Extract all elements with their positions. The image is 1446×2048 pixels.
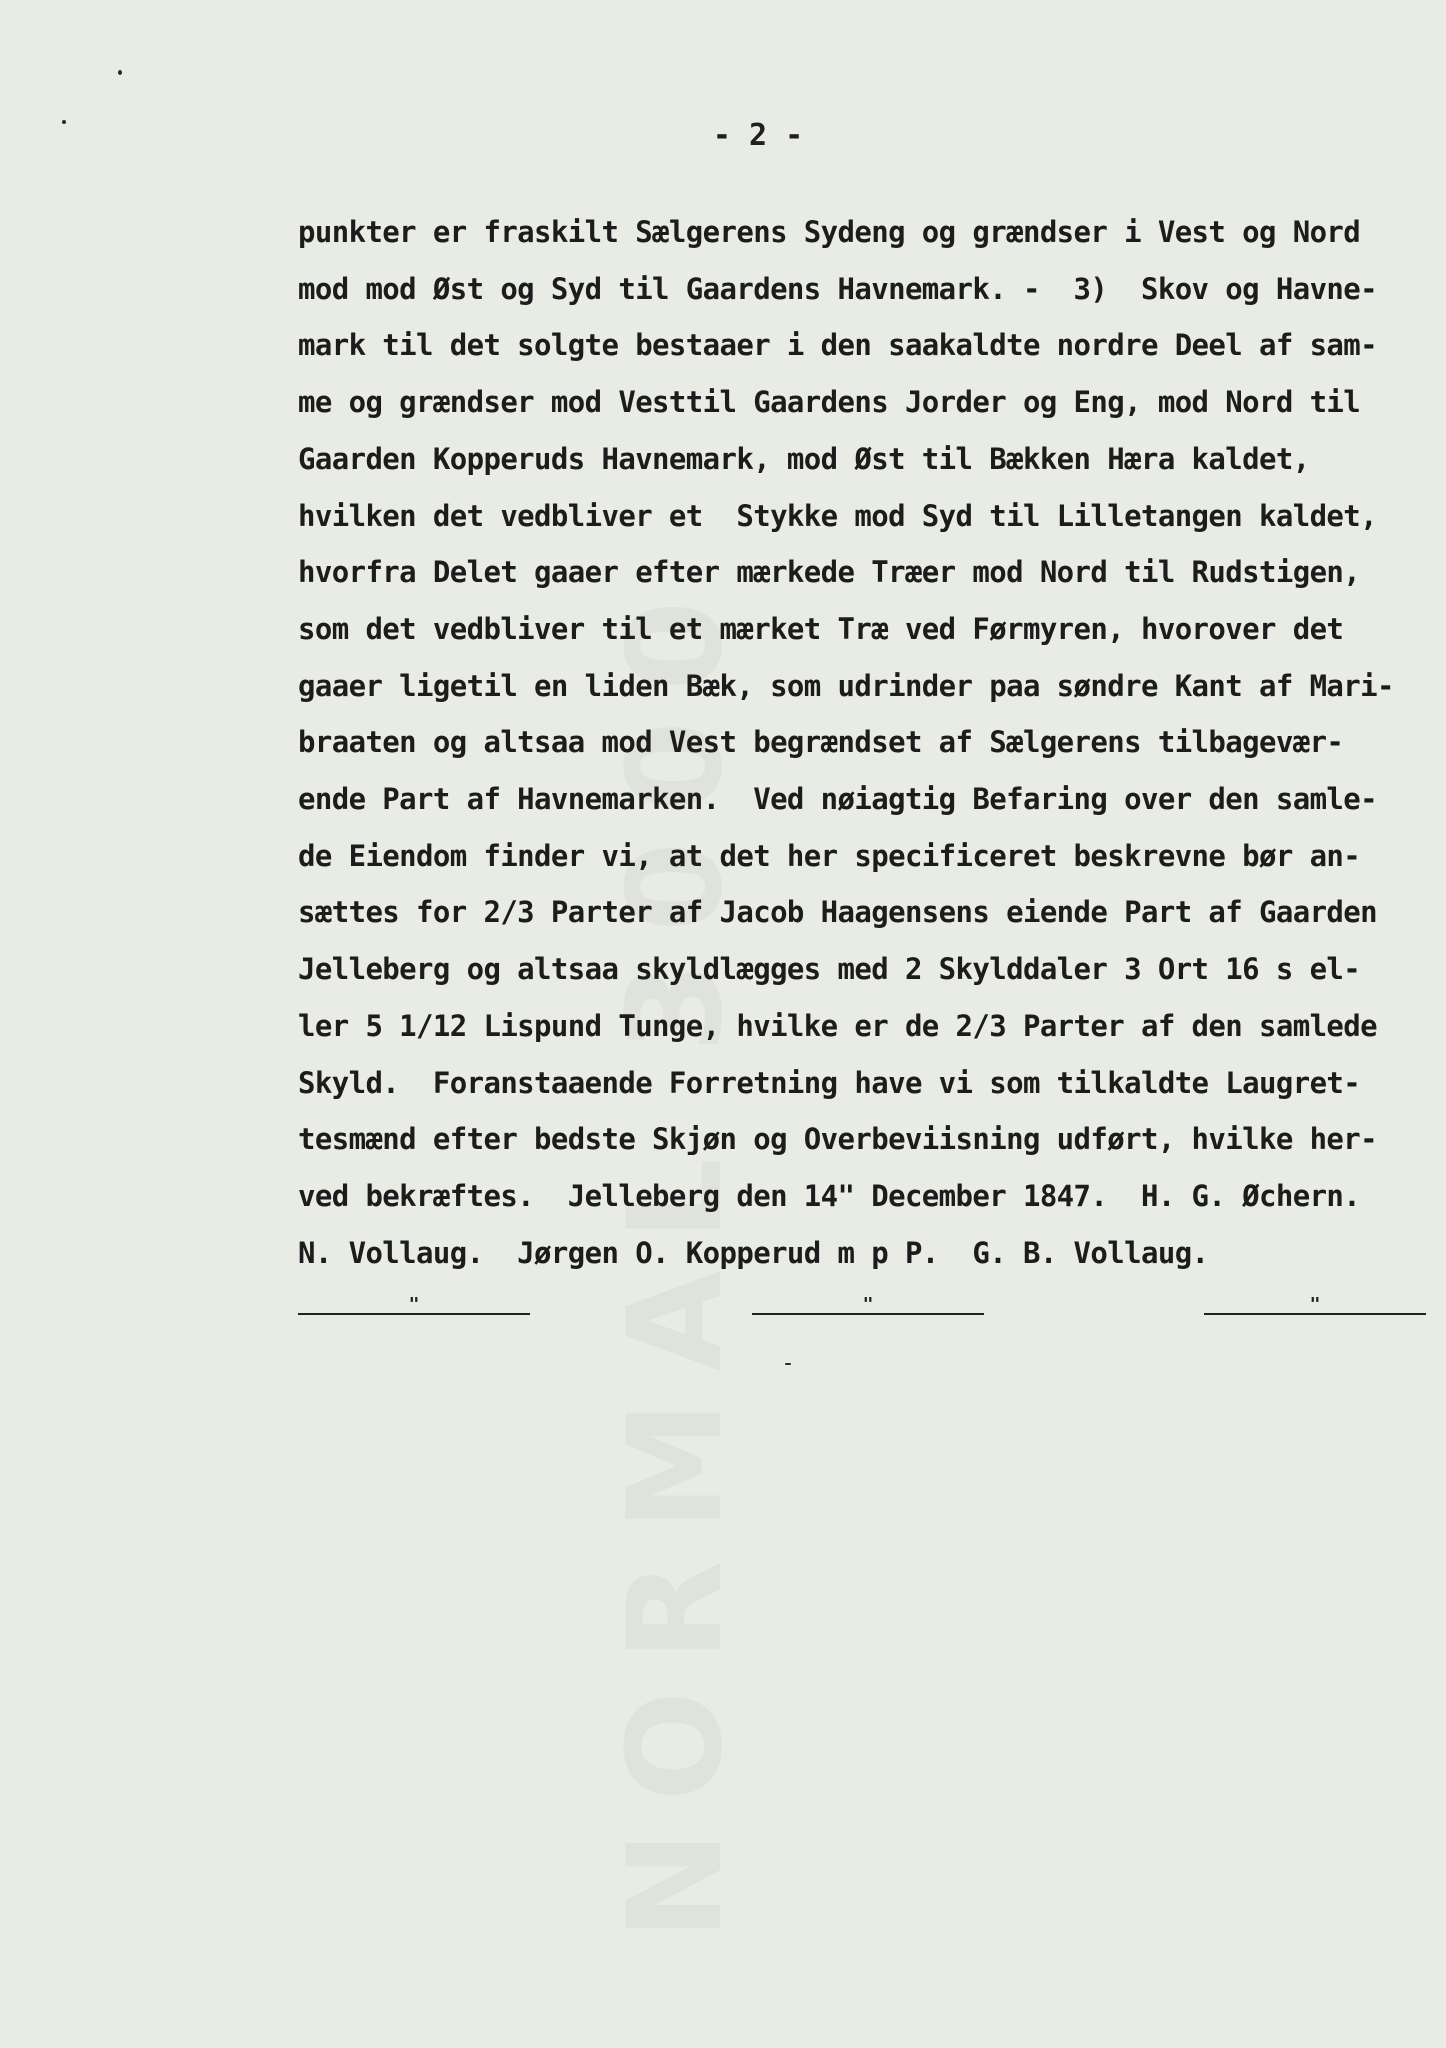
text-line: gaaer ligetil en liden Bæk, som udrinder paa søndre Kant af Mari-: [298, 668, 1394, 703]
text-line: ende Part af Havnemarken. Ved nøiagtig Befaring over den samle-: [298, 782, 1378, 817]
page-number: - 2 -: [712, 118, 804, 153]
text-line: ved bekræftes. Jelleberg den 14" December 1847. H. G. Øchern.: [298, 1178, 1361, 1213]
text-line: Skyld. Foranstaaende Forretning have vi som tilkaldte Laugret-: [298, 1065, 1361, 1100]
separator-rule: [298, 1294, 530, 1322]
document-body: [298, 204, 1428, 1281]
separator-rule: [752, 1294, 984, 1322]
text-line: som det vedbliver til et mærket Træ ved Førmyren, hvorover det: [298, 611, 1344, 646]
separator-mark: ": [862, 1294, 874, 1315]
text-line: mod mod Øst og Syd til Gaardens Havnemark. - 3) Skov og Havne-: [298, 271, 1378, 306]
text-line: sættes for 2/3 Parter af Jacob Haagensens eiende Part af Gaarden: [298, 895, 1378, 930]
paper-speck: [118, 70, 122, 75]
paper-speck: [785, 1363, 791, 1365]
text-line: ler 5 1/12 Lispund Tunge, hvilke er de 2/3 Parter af den samlede: [298, 1008, 1378, 1043]
watermark: NORMAL 3000: [599, 570, 751, 1940]
text-line: braaten og altsaa mod Vest begrændset af Sælgerens tilbagevær-: [298, 725, 1344, 760]
text-line: me og grændser mod Vesttil Gaardens Jorder og Eng, mod Nord til: [298, 385, 1361, 420]
text-line: punkter er fraskilt Sælgerens Sydeng og grændser i Vest og Nord: [298, 215, 1361, 249]
text-line: hvilken det vedbliver et Stykke mod Syd til Lilletangen kaldet,: [298, 498, 1378, 533]
text-line: Gaarden Kopperuds Havnemark, mod Øst til Bækken Hæra kaldet,: [298, 441, 1310, 476]
separator-rule: [1204, 1294, 1426, 1322]
separator-mark: ": [408, 1294, 420, 1315]
text-line: mark til det solgte bestaaer i den saakaldte nordre Deel af sam-: [298, 328, 1378, 363]
separator-mark: ": [1309, 1294, 1321, 1315]
text-line: Jelleberg og altsaa skyldlægges med 2 Skylddaler 3 Ort 16 s el-: [298, 952, 1361, 987]
text-line: N. Vollaug. Jørgen O. Kopperud m p P. G. B. Vollaug.: [298, 1235, 1209, 1270]
text-line: de Eiendom finder vi, at det her specificeret beskrevne bør an-: [298, 838, 1361, 873]
text-line: hvorfra Delet gaaer efter mærkede Træer mod Nord til Rudstigen,: [298, 555, 1361, 590]
text-line: tesmænd efter bedste Skjøn og Overbeviisning udført, hvilke her-: [298, 1122, 1378, 1157]
